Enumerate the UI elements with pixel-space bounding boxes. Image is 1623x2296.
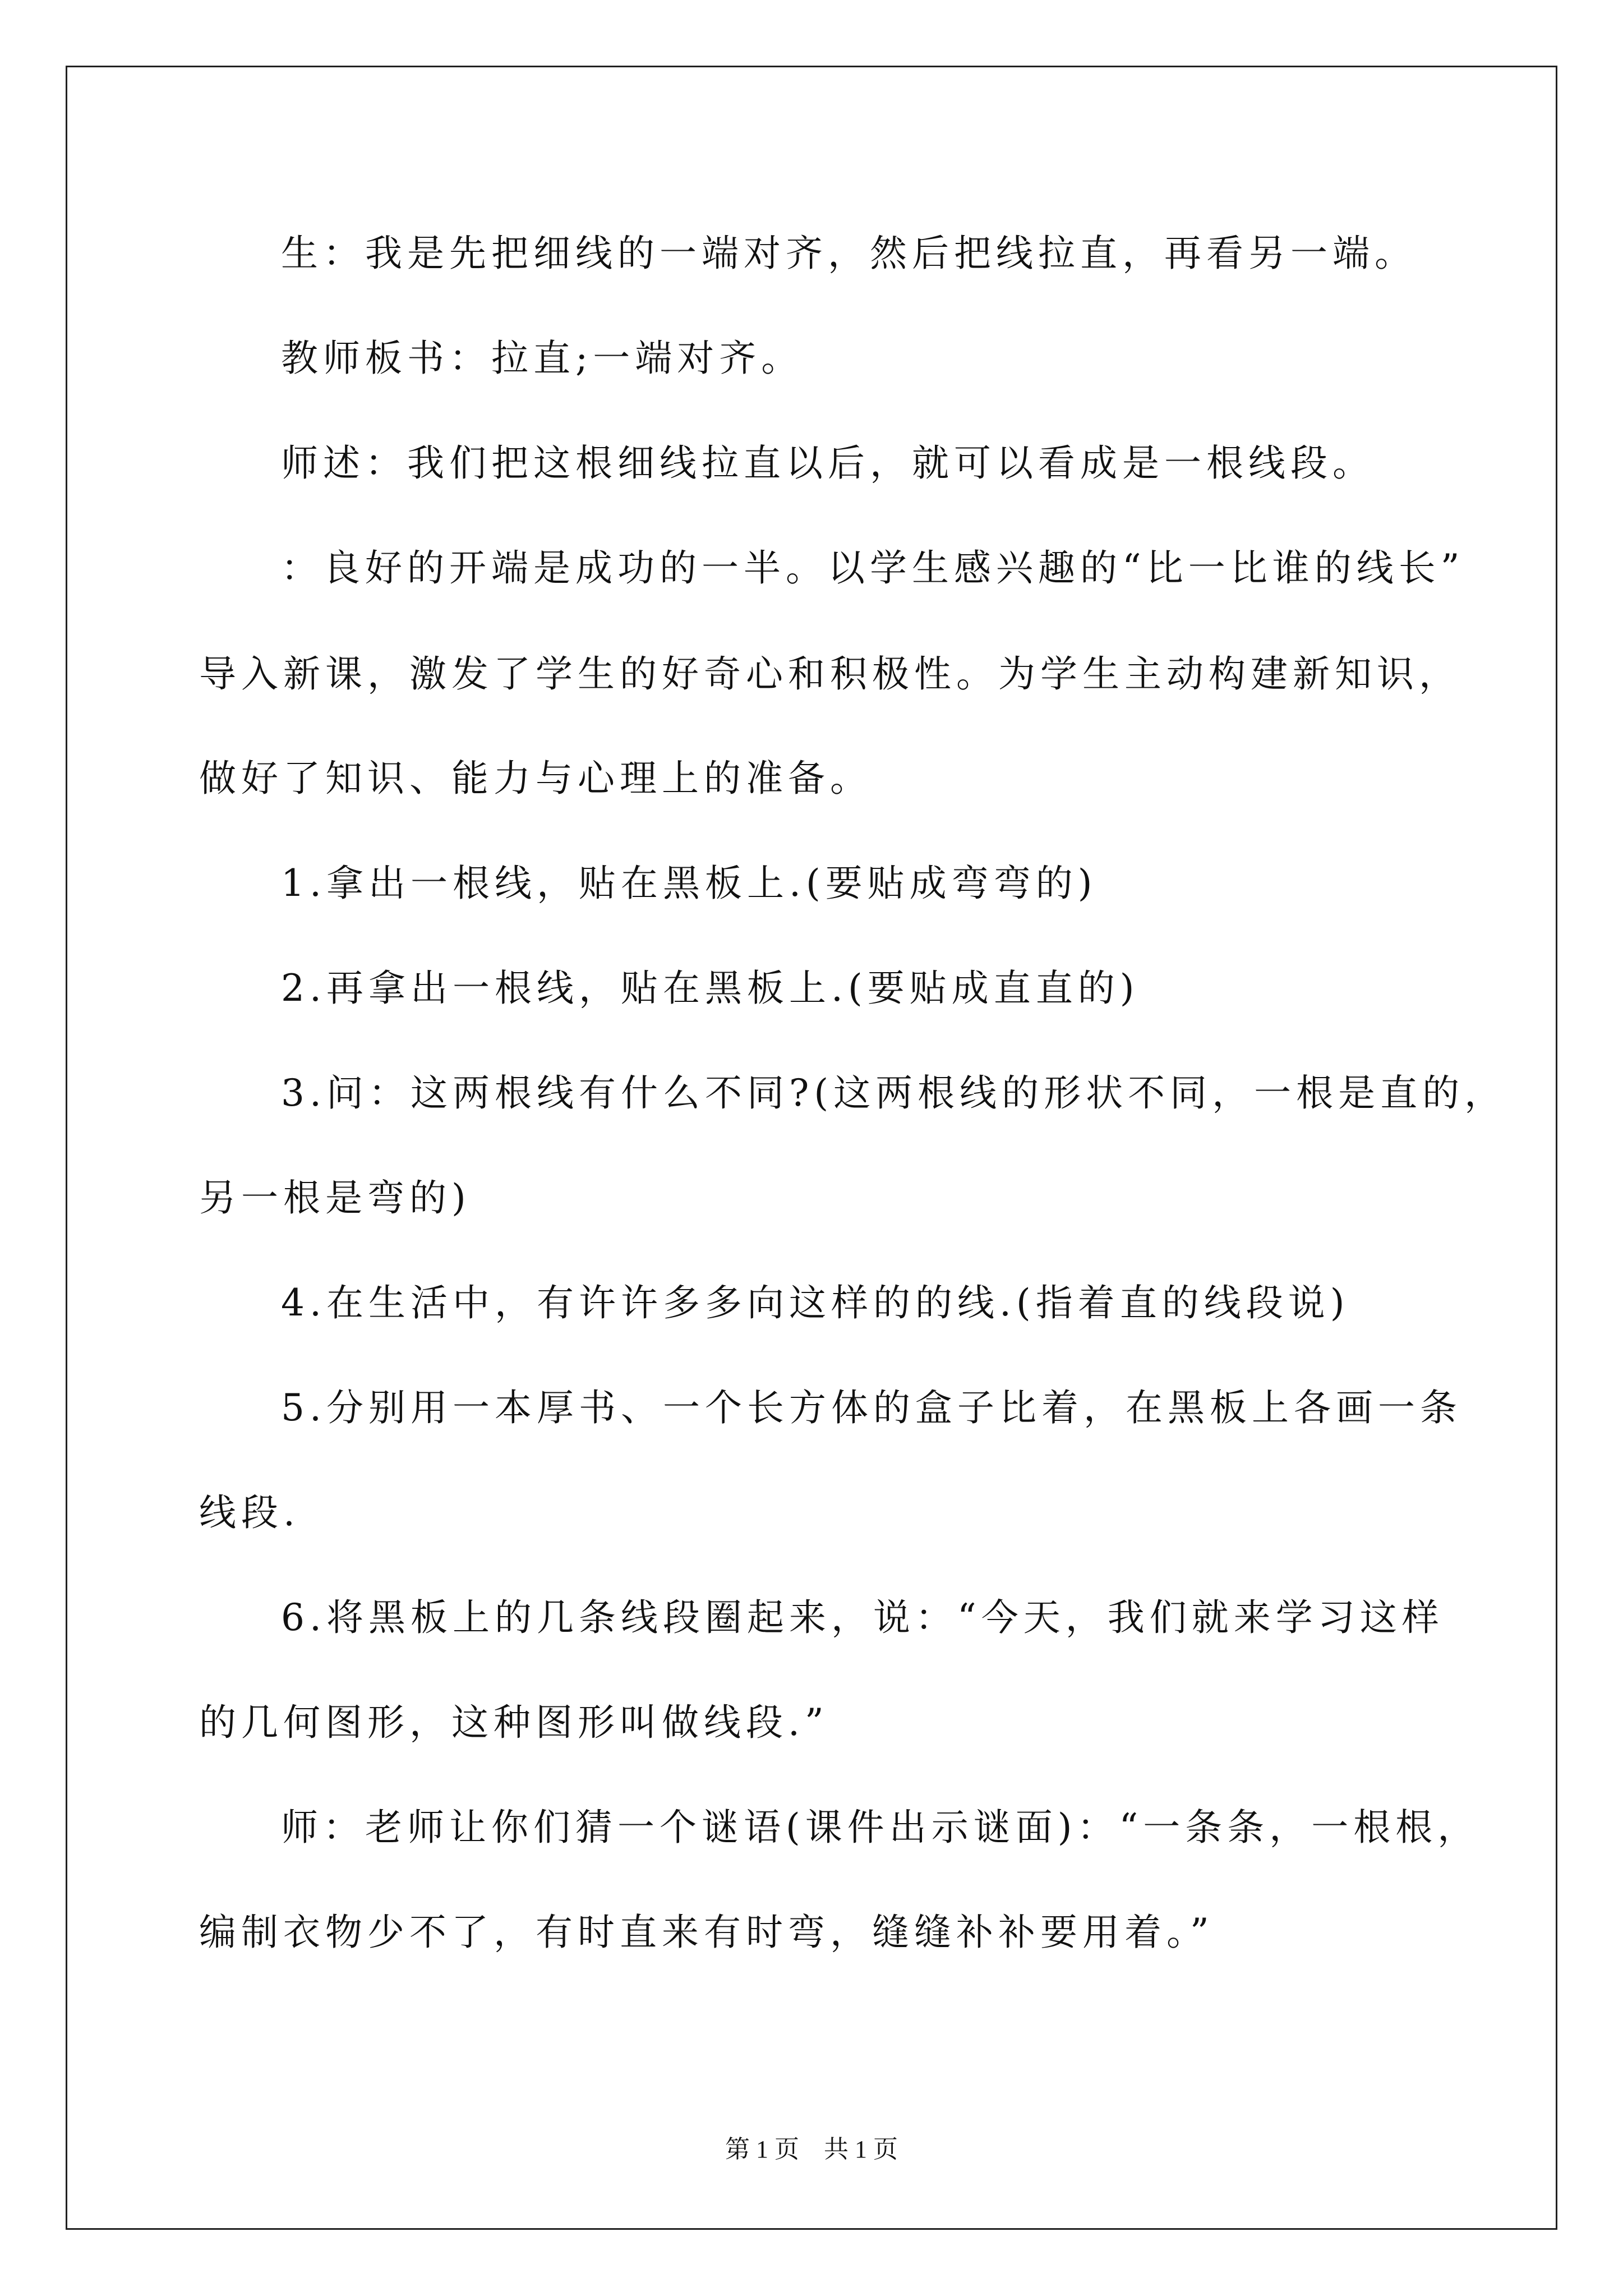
paragraph-line: 的几何图形，这种图形叫做线段.”	[199, 1701, 829, 1744]
list-item-2: 2.再拿出一根线，贴在黑板上.(要贴成直直的)	[281, 967, 1140, 1010]
page-number-footer: 第 1 页 共 1 页	[725, 2136, 898, 2163]
list-item-5: 5.分别用一本厚书、一个长方体的盒子比着，在黑板上各画一条	[281, 1386, 1462, 1429]
paragraph-line: 做好了知识、能力与心理上的准备。	[199, 757, 872, 800]
paragraph-line: 编制衣物少不了，有时直来有时弯，缝缝补补要用着。”	[199, 1911, 1214, 1954]
list-item-6: 6.将黑板上的几条线段圈起来，说：“今天，我们就来学习这样	[281, 1596, 1444, 1639]
paragraph-line: 导入新课，激发了学生的好奇心和积极性。为学生主动构建新知识，	[199, 652, 1461, 696]
page-border	[66, 66, 1557, 2230]
list-item-3: 3.问：这两根线有什么不同?(这两根线的形状不同，一根是直的，	[281, 1071, 1507, 1115]
paragraph-line: 师：老师让你们猜一个谜语(课件出示谜面)：“一条条，一根根，	[281, 1806, 1480, 1849]
paragraph-line: ：良好的开端是成功的一半。以学生感兴趣的“比一比谁的线长”	[281, 546, 1465, 590]
list-item-4: 4.在生活中，有许许多多向这样的的线.(指着直的线段说)	[281, 1281, 1350, 1324]
paragraph-line: 教师板书：拉直;一端对齐。	[281, 337, 804, 380]
paragraph-line: 另一根是弯的)	[199, 1176, 471, 1220]
paragraph-line: 线段.	[199, 1491, 300, 1534]
paragraph-line: 师述：我们把这根细线拉直以后，就可以看成是一根线段。	[281, 441, 1375, 485]
list-item-1: 1.拿出一根线，贴在黑板上.(要贴成弯弯的)	[281, 862, 1098, 905]
paragraph-line: 生：我是先把细线的一端对齐，然后把线拉直，再看另一端。	[281, 232, 1417, 275]
